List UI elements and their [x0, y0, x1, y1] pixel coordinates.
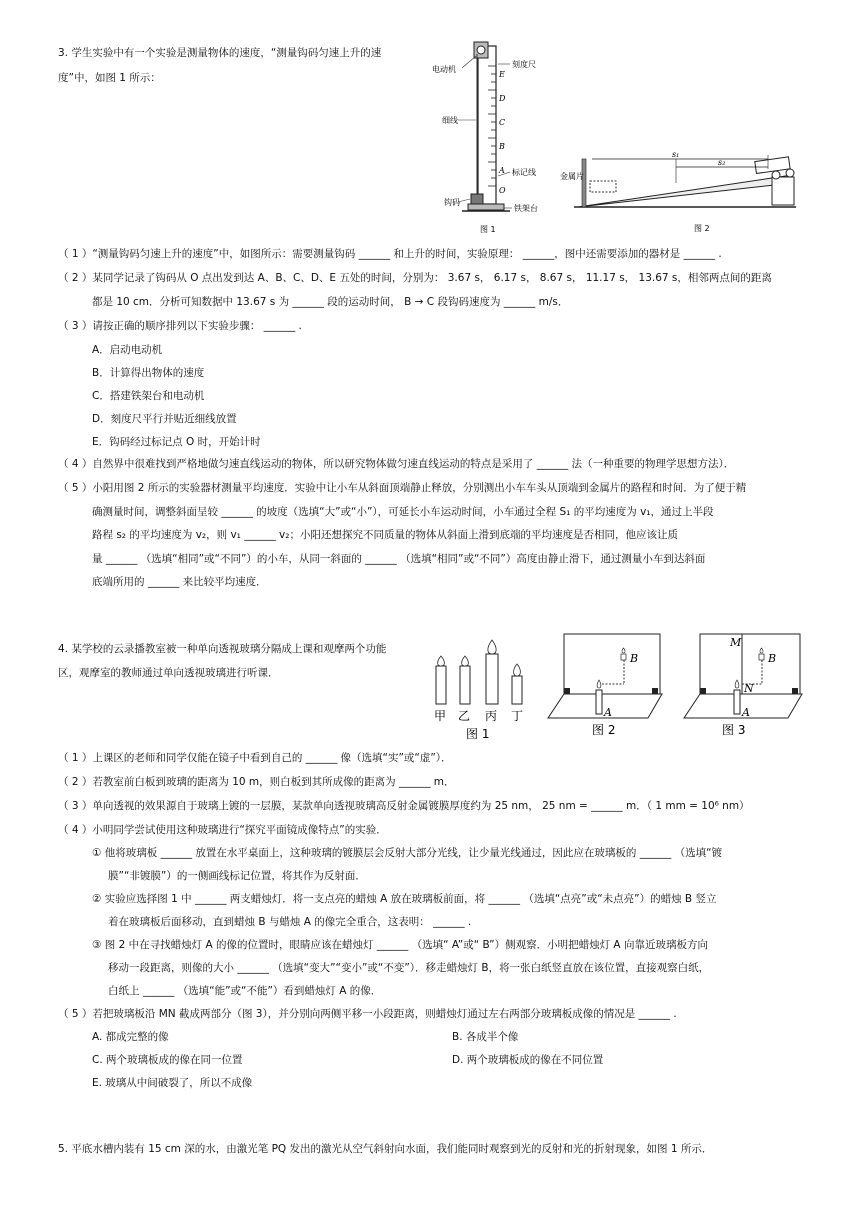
q4-step2-line1: ② 实验应选择图 1 中 ______ 两支蜡烛灯．将一支点亮的蜡烛 A 放在玻璃板前面，将 ______ （选填“点亮”或“未点亮”）的蜡烛 B 竖立 [92, 893, 717, 905]
q4-option-e: E. 玻璃从中间破裂了，所以不成像 [92, 1077, 253, 1089]
q3-fig1-weight-label: 钩码 [444, 198, 460, 207]
q4-stem-line1: 4. 某学校的云录播教室被一种单向透视玻璃分隔成上课和观摩两个功能 [58, 643, 387, 655]
q3-part2-line2: 都是 10 cm．分析可知数据中 13.67 s 为 ______ 段的运动时间， B → C 段钩码速度为 ______ m/s． [92, 296, 569, 308]
q4-fig1-label-ding: 丁 [511, 709, 524, 723]
q4-stem-line2: 区，观摩室的教师通过单向透视玻璃进行听课． [58, 667, 279, 679]
q4-step2-line2: 着在玻璃板后面移动，直到蜡烛 B 与蜡烛 A 的像完全重合，这表明： ______ . [108, 916, 472, 928]
q3-option-e: E．钩码经过标记点 O 时，开始计时 [92, 436, 261, 448]
q3-option-d: D．刻度尺平行并贴近细线放置 [92, 413, 237, 425]
q3-fig2-s1-label: s₁ [672, 150, 680, 159]
q4-fig2-label-b: B [630, 652, 639, 665]
q4-step1-line1: ① 他将玻璃板 ______ 放置在水平桌面上，这种玻璃的镀膜层会反射大部分光线，让少量光线通过，因此应在玻璃板的 ______ （选填“镀 [92, 847, 723, 859]
q3-figure-2 [560, 145, 810, 237]
q4-fig3-label-m: M [730, 636, 742, 649]
q3-fig1-stand-label: 铁架台 [514, 204, 538, 213]
q4-fig2-label-a: A [604, 706, 612, 719]
q3-fig1-point-c: C [499, 118, 506, 127]
q3-fig1-motor-label: 电动机 [432, 65, 456, 74]
q4-fig1-caption: 图 1 [466, 727, 490, 741]
q4-figure-1 [428, 636, 532, 742]
q3-stem-line1: 3. 学生实验中有一个实验是测量物体的速度，“测量钩码匀速上升的速 [58, 47, 382, 59]
q4-option-c: C. 两个玻璃板成的像在同一位置 [92, 1054, 243, 1066]
q4-option-b: B. 各成半个像 [452, 1031, 519, 1043]
q3-fig1-point-e: E [499, 70, 505, 79]
q3-fig1-point-d: D [499, 94, 506, 103]
q4-fig2-caption: 图 2 [592, 723, 616, 737]
q4-fig1-label-bing: 丙 [485, 709, 498, 723]
q4-step3-line3: 白纸上 ______ （选填“能”或“不能”）看到蜡烛灯 A 的像． [108, 985, 382, 997]
q4-part4: （ 4 ）小明同学尝试使用这种玻璃进行“探究平面镜成像特点”的实验． [58, 824, 387, 836]
q3-part2-line1: （ 2 ）某同学记录了钩码从 O 点出发到达 A、B、C、D、E 五处的时间，分别为： 3.67 s， 6.17 s， 8.67 s， 11.17 s， 13.67 s，相邻两点间的距离 [58, 272, 772, 284]
q3-fig2-metal-label: 金属片 [560, 172, 584, 181]
q3-figure-1 [418, 36, 558, 236]
q3-fig1-scale-label: 刻度尺 [512, 60, 536, 69]
q3-part5-line4: 量 ______ （选填“相同”或“不同”）的小车，从同一斜面的 ______ （选填“相同”或“不同”）高度由静止滑下，通过测量小车到达斜面 [92, 553, 706, 565]
q3-fig1-point-a: A [499, 166, 505, 175]
q3-option-c: C．搭建铁架台和电动机 [92, 390, 205, 402]
q3-part5-line5: 底端所用的 ______ 来比较平均速度． [92, 576, 267, 588]
q4-fig3-label-b: B [768, 652, 777, 665]
q3-part4: （ 4 ）自然界中很难找到严格地做匀速直线运动的物体，所以研究物体做匀速直线运动的特点是采用了 ______ 法（一种重要的物理学思想方法）． [58, 458, 735, 470]
q4-figure-3 [680, 630, 810, 742]
q4-fig3-label-n: N [744, 682, 754, 695]
q5-stem: 5. 平底水槽内装有 15 cm 深的水，由激光笔 PQ 发出的激光从空气斜射向水面，我们能同时观察到光的反射和光的折射现象，如图 1 所示． [58, 1143, 713, 1155]
q3-fig1-mark-label: 标记线 [512, 168, 536, 177]
q4-part1: （ 1 ）上课区的老师和同学仅能在镜子中看到自己的 ______ 像（选填“实”或“虚”）． [58, 752, 452, 764]
q3-stem-line2: 度”中，如图 1 所示： [58, 72, 161, 84]
q4-step1-line2: 膜”“非镀膜”）的一侧画线标记位置，将其作为反射面． [108, 870, 366, 882]
q4-option-a: A. 都成完整的像 [92, 1031, 169, 1043]
q3-part3: （ 3 ）请按正确的顺序排列以下实验步骤： ______ . [58, 320, 302, 332]
q3-part5-line1: （ 5 ）小阳用图 2 所示的实验器材测量平均速度．实验中让小车从斜面顶端静止释放，分别测出小车车头从顶端到金属片的路程和时间．为了便于精 [58, 482, 747, 494]
q4-option-d: D. 两个玻璃板成的像在不同位置 [452, 1054, 604, 1066]
q3-fig1-string-label: 细线 [442, 116, 458, 125]
q3-fig2-s2-label: s₂ [718, 158, 726, 167]
q4-part2: （ 2 ）若教室前白板到玻璃的距离为 10 m，则白板到其所成像的距离为 ______ m． [58, 776, 455, 788]
q4-fig3-caption: 图 3 [722, 723, 746, 737]
q3-part1: （ 1 ）“测量钩码匀速上升的速度”中，如图所示：需要测量钩码 ______ 和上升的时间，实验原理： ______，图中还需要添加的器材是 ______ . [58, 248, 722, 260]
q4-fig3-label-a: A [742, 706, 750, 719]
q4-fig1-label-jia: 甲 [434, 709, 447, 723]
q3-fig1-point-b: B [499, 142, 505, 151]
q3-fig1-point-o: O [499, 186, 506, 195]
q3-fig2-caption: 图 2 [694, 224, 710, 233]
q3-option-b: B．计算得出物体的速度 [92, 367, 205, 379]
q4-fig1-label-yi: 乙 [458, 709, 471, 723]
q3-option-a: A．启动电动机 [92, 344, 163, 356]
q4-step3-line1: ③ 图 2 中在寻找蜡烛灯 A 的像的位置时，眼睛应该在蜡烛灯 ______ （选填“ A”或“ B”）侧观察．小明把蜡烛灯 A 向靠近玻璃板方向 [92, 939, 708, 951]
q4-figure-2 [544, 630, 668, 742]
q4-part3: （ 3 ）单向透视的效果源自于玻璃上镀的一层膜，某款单向透视玻璃高反射金属镀膜厚度约为 25 nm， 25 nm = ______ m．（ 1 mm = 10⁶ nm） [58, 800, 750, 812]
q3-fig1-caption: 图 1 [480, 225, 496, 234]
q4-part5: （ 5 ）若把玻璃板沿 MN 截成两部分（图 3），并分别向两侧平移一小段距离，则蜡烛灯通过左右两部分玻璃板成像的情况是 ______ . [58, 1008, 677, 1020]
q3-part5-line3: 路程 s₂ 的平均速度为 v₂，则 v₁ ______ v₂；小阳还想探究不同质量的物体从斜面上滑到底端的平均速度是否相同，他应该让质 [92, 529, 678, 541]
q3-part5-line2: 确测量时间，调整斜面呈较 ______ 的坡度（选填“大”或“小”），可延长小车运动时间，小车通过全程 S₁ 的平均速度为 v₁，通过上半段 [92, 506, 714, 518]
q4-step3-line2: 移动一段距离，则像的大小 ______ （选填“变大”“变小”或“不变”）．移走蜡烛灯 B，将一张白纸竖直放在该位置，直接观察白纸， [108, 962, 710, 974]
